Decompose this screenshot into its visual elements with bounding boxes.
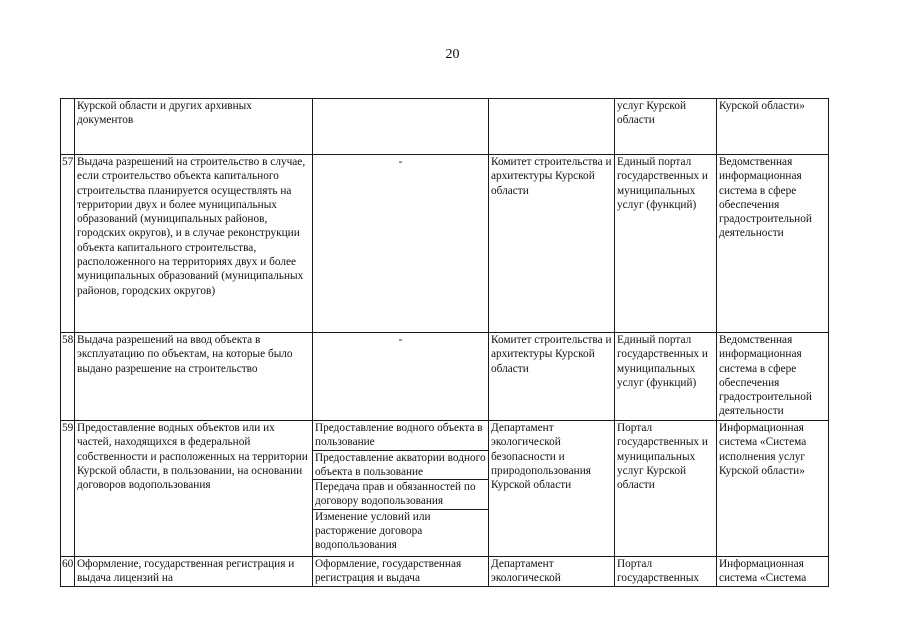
subservice-item: Предоставление водного объекта в пользование <box>313 421 488 451</box>
table-row <box>61 99 829 155</box>
service-name: Выдача разрешений на строительство в случае, если строительство объекта капитального строительства планируется осуществлять на территории двух и более муниципальных образований (муниципальных районов, городских округов), и в случае реконструкции объекта капитального строительства, расположенного на территориях двух и более муниципальных образований (муниципальных районов, городских округов) <box>75 155 313 333</box>
information-system: Информационная система «Система исполнения услуг Курской области» <box>717 421 829 557</box>
subservices-cell <box>313 557 489 587</box>
subservice-item: Передача прав и обязанностей по договору водопользования <box>313 480 488 510</box>
row-number <box>61 99 75 155</box>
subservice-list <box>313 557 488 586</box>
service-name: Выдача разрешений на ввод объекта в эксплуатацию по объектам, на которые было выдано разрешение на строительство <box>75 333 313 421</box>
responsible-organ: Комитет строительства и архитектуры Курской области <box>489 333 615 421</box>
subservice-item: Изменение условий или расторжение договора водопользования <box>315 510 431 552</box>
portal-name: услуг Курской области <box>615 99 717 155</box>
portal-name: Портал государственных <box>615 557 717 587</box>
subservice-item: Предоставление акватории водного объекта в пользование <box>313 451 488 481</box>
portal-name: Единый портал государственных и муниципальных услуг (функций) <box>615 333 717 421</box>
information-system: Ведомственная информационная система в сфере обеспечения градостроительной деятельности <box>717 155 829 333</box>
subservices-cell: - <box>313 155 489 333</box>
subservices-cell: - <box>313 333 489 421</box>
registry-table <box>60 98 829 587</box>
responsible-organ: Департамент экологической безопасности и природопользования Курской области <box>489 421 615 557</box>
responsible-organ <box>489 99 615 155</box>
table-row <box>61 155 829 333</box>
subservice-list <box>313 421 488 553</box>
table-row <box>61 333 829 421</box>
row-number: 59 <box>61 421 75 557</box>
responsible-organ: Департамент экологической <box>489 557 615 587</box>
subservice-item: Оформление, государственная регистрация и выдача <box>315 558 462 585</box>
table-row <box>61 557 829 587</box>
service-name: Оформление, государственная регистрация и выдача лицензий на <box>75 557 313 587</box>
table-row <box>61 421 829 557</box>
row-number: 57 <box>61 155 75 333</box>
information-system: Ведомственная информационная система в сфере обеспечения градостроительной деятельности <box>717 333 829 421</box>
service-name: Предоставление водных объектов или их частей, находящихся в федеральной собственности и расположенных на территории Курской области, в пользовании, на основании договоров водопользования <box>75 421 313 557</box>
portal-name: Портал государственных и муниципальных услуг Курской области <box>615 421 717 557</box>
service-name: Курской области и других архивных документов <box>75 99 313 155</box>
subservices-cell <box>313 99 489 155</box>
information-system: Информационная система «Система <box>717 557 829 587</box>
subservices-cell <box>313 421 489 557</box>
page-number: 20 <box>445 47 460 62</box>
row-number: 58 <box>61 333 75 421</box>
information-system: Курской области» <box>717 99 829 155</box>
responsible-organ: Комитет строительства и архитектуры Курской области <box>489 155 615 333</box>
portal-name: Единый портал государственных и муниципальных услуг (функций) <box>615 155 717 333</box>
row-number: 60 <box>61 557 75 587</box>
